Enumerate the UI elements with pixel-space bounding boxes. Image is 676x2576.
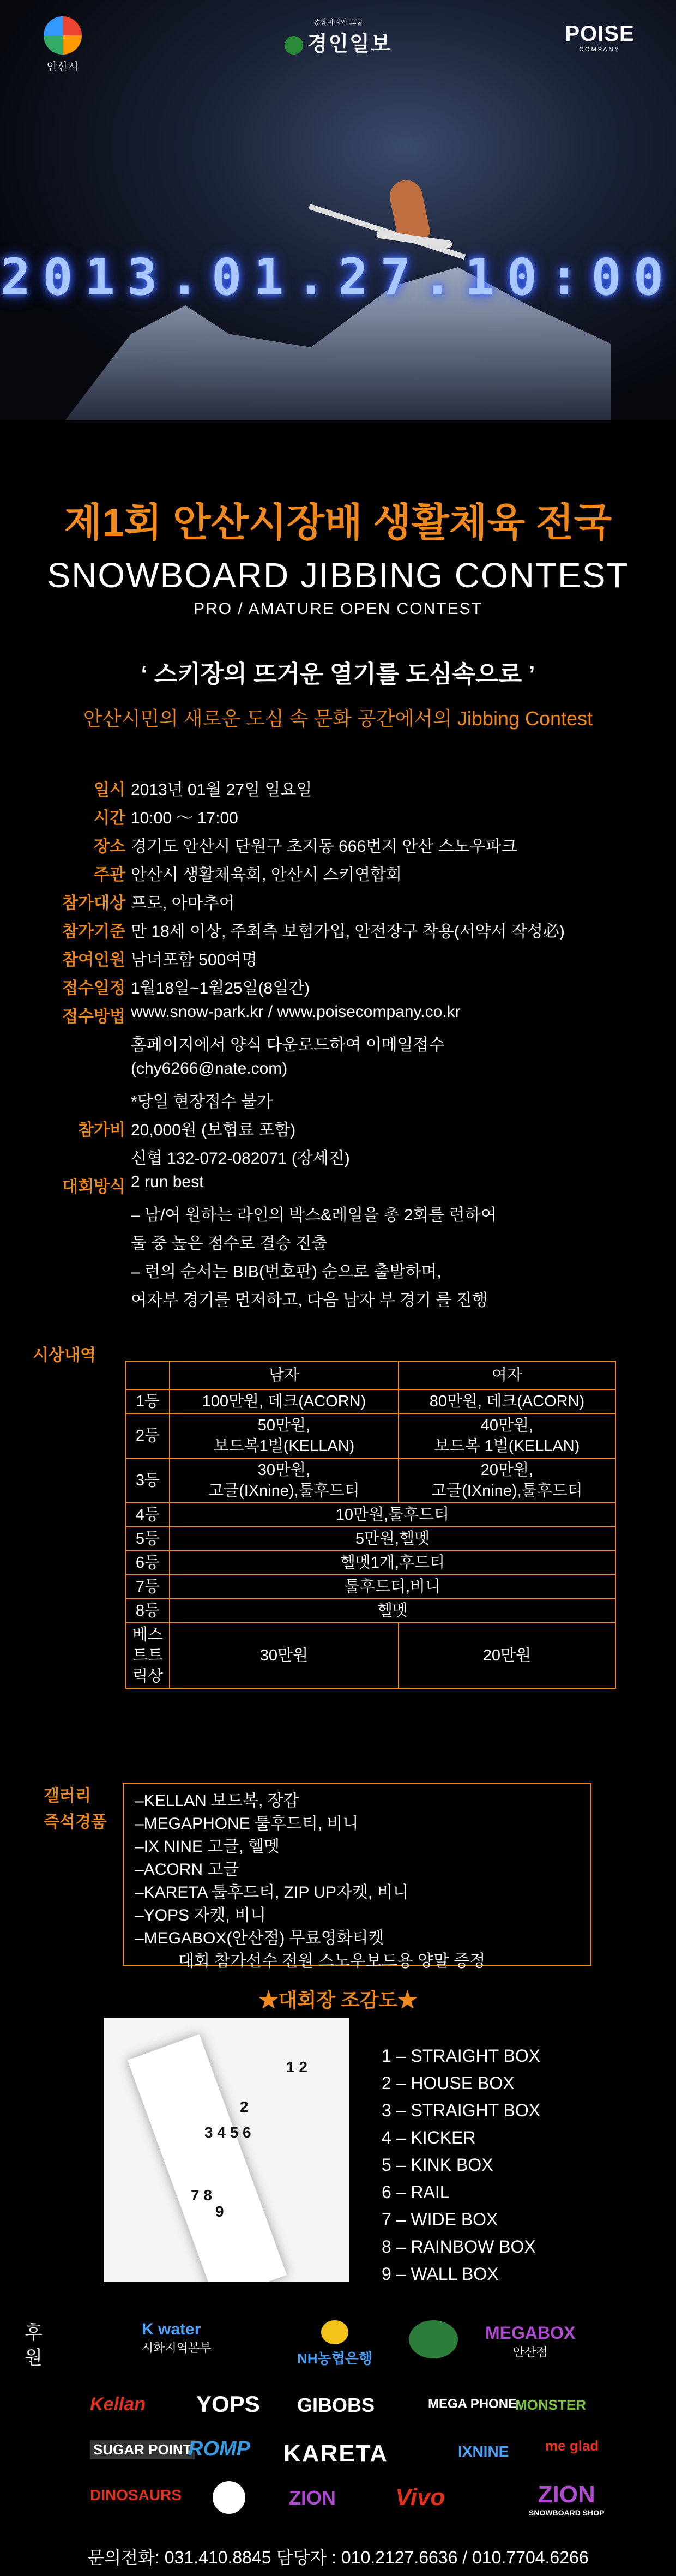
info-row (0, 828, 676, 857)
nh-logo (297, 2320, 372, 2368)
prize-female: 80만원, 데크(ACORN) (399, 1389, 615, 1413)
megabox-logo (485, 2323, 575, 2360)
info-value: 프로, 아마추어 (131, 894, 235, 912)
gibobs-logo: GIBOBS (297, 2394, 375, 2416)
prize-both: 헬멧1개,후드티 (170, 1551, 615, 1575)
gallery-item: –MEGABOX(안산점) 무료영화티켓 (135, 1929, 384, 1947)
course-legend (382, 2042, 540, 2288)
legend-item: 9 – WALL BOX (382, 2264, 499, 2284)
info-value: (chy6266@nate.com) (131, 1060, 288, 1078)
prize-rank: 2등 (126, 1413, 170, 1458)
info-value: *당일 현장접수 불가 (131, 1093, 273, 1111)
prize-row (126, 1389, 615, 1413)
dinosaurs-logo: DINOSAURS (90, 2487, 182, 2503)
gallery-item: –KELLAN 보드복, 장갑 (135, 1792, 299, 1810)
legend-item: 2 – HOUSE BOX (382, 2073, 515, 2093)
ixnine-logo: IXNINE (458, 2443, 509, 2460)
prize-label: 시상내역 (33, 1346, 96, 1364)
kareta-logo: KARETA (283, 2440, 389, 2467)
info-label: 접수방법 (62, 1008, 125, 1026)
info-row (0, 1027, 676, 1055)
prize-male: 30만원, 고글(IXnine),툴후드티 (170, 1458, 399, 1503)
zion-shop-logo-text: ZION (538, 2481, 595, 2508)
yops-logo: YOPS (196, 2391, 260, 2417)
info-row (0, 800, 676, 828)
kwater-logo-text: K water (142, 2320, 201, 2338)
romp-logo: ROMP (188, 2437, 250, 2460)
info-label: 시간 (94, 809, 125, 827)
zion-shop-logo-sub: SNOWBOARD SHOP (529, 2508, 605, 2517)
megaphone-logo: MEGA PHONE (428, 2397, 517, 2411)
kyeongin-logo-sub: 종합미디어 그룹 (313, 18, 363, 26)
info-value: 홈페이지에서 양식 다운로드하여 이메일접수 (131, 1036, 445, 1054)
info-row (0, 1197, 676, 1225)
info-label: 대회방식 (62, 1178, 125, 1196)
vivo-logo: Vivo (395, 2484, 445, 2511)
prize-rank: 6등 (126, 1551, 170, 1575)
info-row (0, 913, 676, 942)
prize-head-rank (126, 1361, 170, 1389)
hero-image (0, 0, 676, 420)
ansan-logo-icon (44, 16, 82, 55)
course-map-image (104, 2018, 349, 2282)
ansan-logo-text: 안산시 (47, 61, 79, 73)
info-row (0, 970, 676, 998)
nh-logo-text: NH농협은행 (297, 2350, 373, 2367)
gallery-label-2: 즉석경품 (44, 1813, 107, 1831)
legend-item: 1 – STRAIGHT BOX (382, 2046, 541, 2066)
info-value: – 런의 순서는 BIB(번호판) 순으로 출발하며, (131, 1263, 442, 1281)
meglad-logo: me glad (545, 2437, 599, 2454)
prize-female: 20만원, 고글(IXnine),툴후드티 (399, 1458, 615, 1503)
gallery-box (123, 1783, 592, 1970)
prize-head-female: 여자 (399, 1361, 615, 1389)
prize-rank: 베스트트릭상 (126, 1623, 170, 1688)
prize-row (126, 1551, 615, 1575)
prize-row (126, 1575, 615, 1599)
sugar-point-logo: SUGAR POINT (90, 2440, 195, 2459)
info-label: 일시 (94, 781, 125, 799)
info-label: 참여인원 (62, 951, 125, 969)
info-label: 장소 (94, 838, 125, 856)
info-row (0, 942, 676, 970)
legend-item: 5 – KINK BOX (382, 2155, 493, 2175)
kellan-logo: Kellan (90, 2394, 146, 2415)
map-number: 3 4 5 6 (204, 2124, 251, 2141)
page-title: 제1회 안산시장배 생활체육 전국 (64, 501, 612, 545)
info-row (0, 857, 676, 885)
kwater-logo-sub: 시화지역본부 (142, 2341, 212, 2355)
info-value: 2013년 01월 27일 일요일 (131, 781, 312, 799)
info-row (0, 998, 676, 1027)
info-value: www.snow-park.kr / www.poisecompany.co.kr (131, 1003, 461, 1021)
prize-male: 50만원, 보드복1벌(KELLAN) (170, 1413, 399, 1458)
prize-row (126, 1458, 615, 1503)
prize-rank: 7등 (126, 1575, 170, 1599)
prize-both: 헬멧 (170, 1599, 615, 1623)
prize-both: 5만원,헬멧 (170, 1527, 615, 1551)
contact-footer: 문의전화: 031.410.8845 담당자 : 010.2127.6636 / 010.7704.6266 (87, 2548, 589, 2567)
zion-shop-logo (529, 2481, 604, 2517)
gallery-item: –ACORN 고글 (135, 1861, 239, 1879)
map-number: 1 2 (286, 2059, 307, 2075)
emblem-logo-icon (213, 2481, 245, 2514)
kyeongin-logo-text: 경인일보 (307, 33, 392, 56)
info-value: 만 18세 이상, 주최측 보험가입, 안전장구 착용(서약서 작성必) (131, 923, 565, 941)
event-date: 2013.01.27.10:00 (0, 248, 676, 306)
ansan-logo (33, 16, 93, 74)
info-row (0, 1140, 676, 1169)
theater-logo-icon (409, 2320, 458, 2358)
gallery-item: –MEGAPHONE 툴후드티, 비니 (135, 1815, 359, 1833)
prize-both: 10만원,툴후드티 (170, 1503, 615, 1527)
gallery-item: –KARETA 툴후드티, ZIP UP자켓, 비니 (135, 1883, 409, 1901)
prize-head-male: 남자 (170, 1361, 399, 1389)
legend-item: 4 – KICKER (382, 2128, 476, 2147)
prize-rank: 3등 (126, 1458, 170, 1503)
prize-row (126, 1623, 615, 1688)
kyeongin-logo-icon (285, 36, 303, 55)
prize-row (126, 1527, 615, 1551)
info-value: 안산시 생활체육회, 안산시 스키연합회 (131, 866, 402, 884)
slogan: ‘ 스키장의 뜨거운 열기를 도심속으로 ’ (141, 661, 535, 688)
contest-title: SNOWBOARD JIBBING CONTEST (47, 556, 629, 595)
course-slope (128, 2034, 287, 2282)
info-value: 1월18일~1월25일(8일간) (131, 979, 310, 997)
poise-logo-sub: COMPANY (579, 46, 620, 53)
legend-item: 8 – RAINBOW BOX (382, 2237, 536, 2256)
info-value: – 남/여 원하는 라인의 박스&레일을 총 2회를 런하여 (131, 1206, 497, 1224)
info-label: 참가기준 (62, 923, 125, 941)
info-value: 둘 중 높은 점수로 결승 진출 (131, 1235, 328, 1253)
course-map-title: ★대회장 조감도★ (258, 1989, 418, 2011)
info-row (0, 1225, 676, 1254)
prize-female: 40만원, 보드복 1벌(KELLAN) (399, 1413, 615, 1458)
info-row (0, 1254, 676, 1282)
kyeongin-logo (256, 16, 420, 57)
info-label: 접수일정 (62, 979, 125, 997)
info-value: 남녀포함 500여명 (131, 951, 258, 969)
megabox-logo-sub: 안산점 (512, 2345, 548, 2359)
poise-logo (551, 22, 649, 53)
prize-both: 툴후드티,비니 (170, 1575, 615, 1599)
prize-female: 20만원 (399, 1623, 615, 1688)
prize-row (126, 1413, 615, 1458)
prize-male: 30만원 (170, 1623, 399, 1688)
prize-male: 100만원, 데크(ACORN) (170, 1389, 399, 1413)
info-value: 경기도 안산시 단원구 초지동 666번지 안산 스노우파크 (131, 838, 517, 856)
zion-logo: ZION (289, 2487, 336, 2509)
prize-rank: 8등 (126, 1599, 170, 1623)
info-label: 참가대상 (62, 894, 125, 912)
map-number: 2 (240, 2098, 249, 2115)
kwater-logo (142, 2320, 212, 2356)
info-row (0, 885, 676, 913)
gallery-note: 대회 참가선수 전원 스노우보드용 양말 증정 (178, 1952, 486, 1970)
contest-subtitle: PRO / AMATURE OPEN CONTEST (194, 600, 482, 618)
prize-row (126, 1503, 615, 1527)
map-number: 9 (215, 2203, 224, 2220)
gallery-item: –IX NINE 고글, 헬멧 (135, 1838, 280, 1856)
prize-rank: 4등 (126, 1503, 170, 1527)
nh-logo-icon (321, 2320, 348, 2344)
info-row (0, 1084, 676, 1112)
prize-rank: 1등 (126, 1389, 170, 1413)
info-value: 2 run best (131, 1173, 204, 1191)
info-value: 10:00 ～ 17:00 (131, 809, 238, 827)
slogan-sub: 안산시민의 새로운 도심 속 문화 공간에서의 Jibbing Contest (83, 707, 593, 730)
info-row (0, 772, 676, 800)
info-row (0, 1282, 676, 1310)
sponsor-label: 후원 (25, 2322, 43, 2368)
info-value: 20,000원 (보험료 포함) (131, 1121, 296, 1139)
info-row (0, 1169, 676, 1197)
poise-logo-text: POISE (565, 22, 635, 46)
legend-item: 3 – STRAIGHT BOX (382, 2100, 541, 2120)
info-row (0, 1112, 676, 1140)
info-label: 주관 (94, 866, 125, 884)
gallery-label-1: 갤러리 (44, 1787, 91, 1805)
info-value: 여자부 경기를 먼저하고, 다음 남자 부 경기 를 진행 (131, 1291, 488, 1309)
info-label: 참가비 (78, 1121, 125, 1139)
event-info (0, 772, 676, 1310)
prize-table (125, 1361, 616, 1689)
map-number: 7 8 (191, 2187, 212, 2204)
megabox-logo-text: MEGABOX (485, 2323, 576, 2343)
legend-item: 7 – WIDE BOX (382, 2210, 498, 2229)
monster-logo: MONSTER (515, 2397, 586, 2413)
info-row (0, 1055, 676, 1084)
info-value: 신협 132-072-082071 (장세진) (131, 1149, 350, 1167)
prize-row (126, 1599, 615, 1623)
gallery-label (44, 1783, 107, 1835)
legend-item: 6 – RAIL (382, 2182, 450, 2202)
prize-rank: 5등 (126, 1527, 170, 1551)
gallery-item: –YOPS 자켓, 비니 (135, 1906, 266, 1924)
